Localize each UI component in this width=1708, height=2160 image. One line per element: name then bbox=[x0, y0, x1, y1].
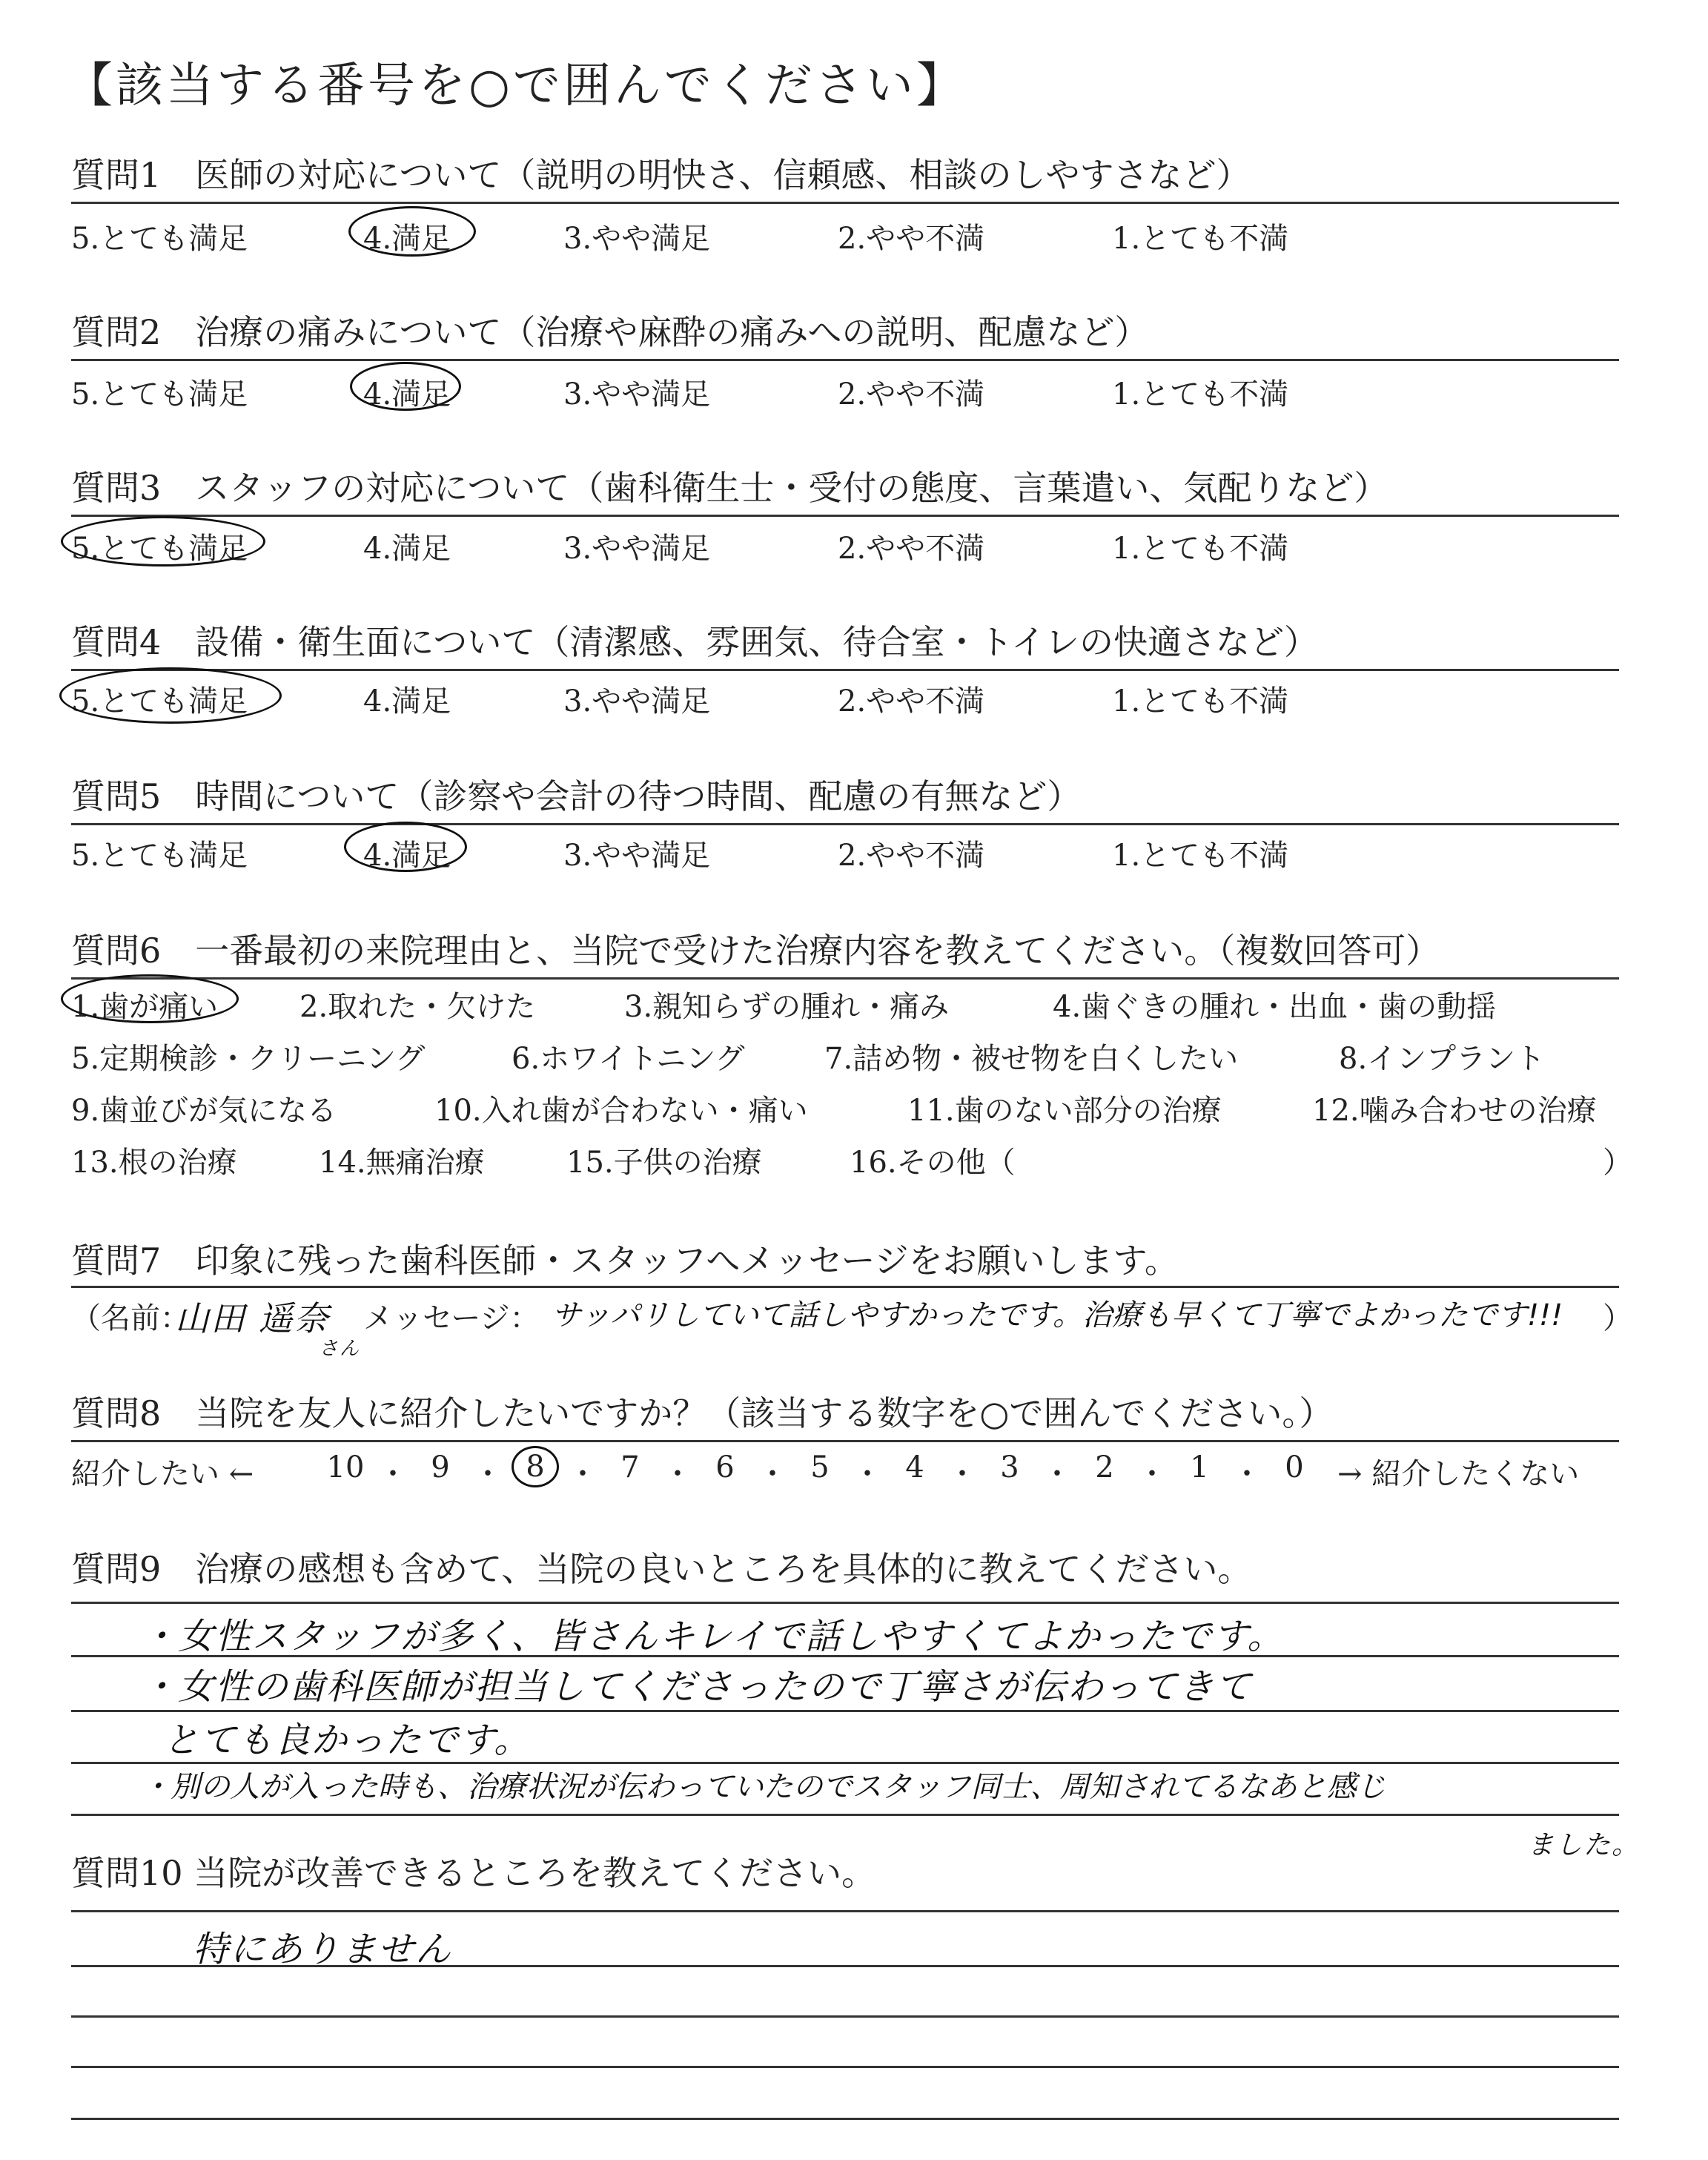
q9-answer-1: ・女性スタッフが多く、皆さんキレイで話しやすくてよかったです。 bbox=[141, 1616, 1285, 1657]
q4-title: 質問4 設備・衛生面について（清潔感、雰囲気、待合室・トイレの快適さなど） bbox=[71, 622, 1319, 662]
q3-option-1[interactable]: 1.とても不満 bbox=[1112, 532, 1289, 566]
q2-option-1[interactable]: 1.とても不満 bbox=[1112, 377, 1289, 412]
q10-rule-3 bbox=[71, 2015, 1619, 2018]
q6-option-5[interactable]: 5.定期検診・クリーニング bbox=[71, 1042, 426, 1076]
q6-option-6[interactable]: 6.ホワイトニング bbox=[512, 1042, 745, 1076]
q1-option-5[interactable]: 5.とても満足 bbox=[71, 222, 248, 256]
q6-option-7[interactable]: 7.詰め物・被せ物を白くしたい bbox=[824, 1042, 1239, 1076]
q1-option-3[interactable]: 3.やや満足 bbox=[563, 222, 711, 256]
q3-divider bbox=[71, 515, 1619, 517]
q9-answer-3: とても良かったです。 bbox=[163, 1720, 532, 1761]
q8-scale-value-7[interactable]: 7 bbox=[620, 1450, 640, 1484]
q9-rule-5 bbox=[71, 1814, 1619, 1816]
q6-option-16[interactable]: 16.その他（ bbox=[850, 1146, 1016, 1180]
q2-divider bbox=[71, 359, 1619, 361]
q2-option-3[interactable]: 3.やや満足 bbox=[563, 377, 711, 412]
q2-title: 質問2 治療の痛みについて（治療や麻酔の痛みへの説明、配慮など） bbox=[71, 312, 1149, 352]
q6-other-close: ） bbox=[1603, 1146, 1632, 1180]
q8-scale-value-4[interactable]: 4 bbox=[905, 1450, 924, 1484]
q9-answer-5: ました。 bbox=[1527, 1830, 1641, 1860]
q8-scale-separator: ・ bbox=[378, 1457, 408, 1491]
q5-option-2[interactable]: 2.やや不満 bbox=[838, 839, 985, 873]
form-header: 【該当する番号を○で囲んでください】 bbox=[65, 59, 967, 113]
q8-right-label: → 紹介したくない bbox=[1337, 1457, 1580, 1491]
q6-option-13[interactable]: 13.根の治療 bbox=[71, 1146, 237, 1180]
q1-option-1[interactable]: 1.とても不満 bbox=[1112, 222, 1289, 256]
q6-option-9[interactable]: 9.歯並びが気になる bbox=[71, 1094, 337, 1128]
q8-scale-separator: ・ bbox=[1137, 1457, 1167, 1491]
q10-rule-5 bbox=[71, 2118, 1619, 2120]
q8-left-label: 紹介したい ← bbox=[71, 1457, 254, 1491]
q4-option-5[interactable]: 5.とても満足 bbox=[71, 684, 248, 719]
q9-answer-4: ・別の人が入った時も、治療状況が伝わっていたのでスタッフ同士、周知されてるなあと感じ bbox=[141, 1770, 1386, 1804]
q8-scale-value-3[interactable]: 3 bbox=[1000, 1450, 1019, 1484]
q3-option-2[interactable]: 2.やや不満 bbox=[838, 532, 985, 566]
q6-divider bbox=[71, 977, 1619, 980]
q7-name-suffix: さん bbox=[319, 1338, 361, 1360]
q8-divider bbox=[71, 1440, 1619, 1442]
q7-name-value: 山田 遥奈 bbox=[175, 1298, 330, 1338]
q9-title: 質問9 治療の感想も含めて、当院の良いところを具体的に教えてください。 bbox=[71, 1549, 1252, 1589]
q3-selected-circle bbox=[61, 516, 265, 567]
q8-scale-value-8[interactable]: 8 bbox=[512, 1446, 559, 1487]
q6-option-12[interactable]: 12.噛み合わせの治療 bbox=[1312, 1094, 1597, 1128]
q8-scale-value-0[interactable]: 0 bbox=[1285, 1450, 1304, 1484]
q1-divider bbox=[71, 202, 1619, 204]
q8-scale-separator: ・ bbox=[853, 1457, 882, 1491]
q8-title: 質問8 当院を友人に紹介したいですか？（該当する数字を○で囲んでください。） bbox=[71, 1393, 1334, 1433]
q8-scale-separator: ・ bbox=[1232, 1457, 1262, 1491]
q1-title: 質問1 医師の対応について（説明の明快さ、信頼感、相談のしやすさなど） bbox=[71, 155, 1251, 195]
q8-scale bbox=[322, 1450, 1318, 1493]
q4-selected-circle bbox=[59, 667, 282, 724]
q6-option-15[interactable]: 15.子供の治療 bbox=[566, 1146, 762, 1180]
q4-option-1[interactable]: 1.とても不満 bbox=[1112, 684, 1289, 719]
q5-divider bbox=[71, 823, 1619, 825]
q3-option-4[interactable]: 4.満足 bbox=[363, 532, 451, 566]
q3-option-3[interactable]: 3.やや満足 bbox=[563, 532, 711, 566]
q9-answer-2: ・女性の歯科医師が担当してくださったので丁寧さが伝わってきて bbox=[141, 1666, 1253, 1708]
q4-option-4[interactable]: 4.満足 bbox=[363, 684, 451, 719]
q2-selected-circle bbox=[350, 362, 461, 411]
q4-option-2[interactable]: 2.やや不満 bbox=[838, 684, 985, 719]
q7-title: 質問7 印象に残った歯科医師・スタッフへメッセージをお願いします。 bbox=[71, 1241, 1179, 1281]
q4-option-3[interactable]: 3.やや満足 bbox=[563, 684, 711, 719]
q6-option-4[interactable]: 4.歯ぐきの腫れ・出血・歯の動揺 bbox=[1053, 990, 1497, 1024]
q7-message-value: サッパリしていて話しやすかったです。治療も早くて丁寧でよかったです!!! bbox=[552, 1298, 1563, 1332]
q6-option-11[interactable]: 11.歯のない部分の治療 bbox=[907, 1094, 1222, 1128]
q8-scale-separator: ・ bbox=[1042, 1457, 1072, 1491]
q8-scale-value-1[interactable]: 1 bbox=[1190, 1450, 1209, 1484]
q6-option-10[interactable]: 10.入れ歯が合わない・痛い bbox=[434, 1094, 808, 1128]
q3-title: 質問3 スタッフの対応について（歯科衛生士・受付の態度、言葉遣い、気配りなど） bbox=[71, 468, 1388, 508]
q10-answer: 特にありません bbox=[193, 1929, 453, 1970]
q5-option-4[interactable]: 4.満足 bbox=[363, 839, 451, 873]
q6-option-14[interactable]: 14.無痛治療 bbox=[319, 1146, 485, 1180]
q6-option-2[interactable]: 2.取れた・欠けた bbox=[299, 990, 536, 1024]
q8-scale-separator: ・ bbox=[947, 1457, 977, 1491]
q6-option-3[interactable]: 3.親知らずの腫れ・痛み bbox=[624, 990, 950, 1024]
q1-option-2[interactable]: 2.やや不満 bbox=[838, 222, 985, 256]
q1-selected-circle bbox=[348, 206, 476, 257]
q8-scale-value-9[interactable]: 9 bbox=[431, 1450, 450, 1484]
q10-title: 質問10 当院が改善できるところを教えてください。 bbox=[71, 1853, 876, 1893]
q6-option-1[interactable]: 1.歯が痛い bbox=[71, 990, 219, 1024]
q9-rule-1 bbox=[71, 1602, 1619, 1604]
q10-rule-1 bbox=[71, 1910, 1619, 1912]
q7-message-label: メッセージ： bbox=[363, 1301, 540, 1335]
q1-option-4[interactable]: 4.満足 bbox=[363, 222, 451, 256]
q3-option-5[interactable]: 5.とても満足 bbox=[71, 532, 248, 566]
q7-close: ） bbox=[1603, 1301, 1632, 1335]
q10-rule-4 bbox=[71, 2066, 1619, 2068]
q7-divider bbox=[71, 1286, 1619, 1288]
q5-option-5[interactable]: 5.とても満足 bbox=[71, 839, 248, 873]
q7-name-label: （名前： bbox=[71, 1301, 190, 1335]
q8-scale-separator: ・ bbox=[473, 1457, 503, 1491]
q2-option-2[interactable]: 2.やや不満 bbox=[838, 377, 985, 412]
q6-selected-circle bbox=[61, 974, 239, 1023]
q4-divider bbox=[71, 669, 1619, 671]
q8-scale-separator: ・ bbox=[568, 1457, 598, 1491]
q2-option-4[interactable]: 4.満足 bbox=[363, 377, 451, 412]
q8-scale-value-5[interactable]: 5 bbox=[810, 1450, 830, 1484]
q2-option-5[interactable]: 5.とても満足 bbox=[71, 377, 248, 412]
q8-scale-value-2[interactable]: 2 bbox=[1095, 1450, 1114, 1484]
q5-selected-circle bbox=[344, 822, 467, 872]
q8-scale-value-6[interactable]: 6 bbox=[715, 1450, 735, 1484]
q6-title: 質問6 一番最初の来院理由と、当院で受けた治療内容を教えてください。（複数回答可） bbox=[71, 931, 1440, 971]
q5-title: 質問5 時間について（診察や会計の待つ時間、配慮の有無など） bbox=[71, 776, 1082, 816]
q8-scale-value-10[interactable]: 10 bbox=[326, 1450, 365, 1484]
q6-option-8[interactable]: 8.インプラント bbox=[1339, 1042, 1546, 1076]
q8-scale-separator: ・ bbox=[758, 1457, 787, 1491]
q5-option-3[interactable]: 3.やや満足 bbox=[563, 839, 711, 873]
q5-option-1[interactable]: 1.とても不満 bbox=[1112, 839, 1289, 873]
q8-scale-separator: ・ bbox=[663, 1457, 692, 1491]
